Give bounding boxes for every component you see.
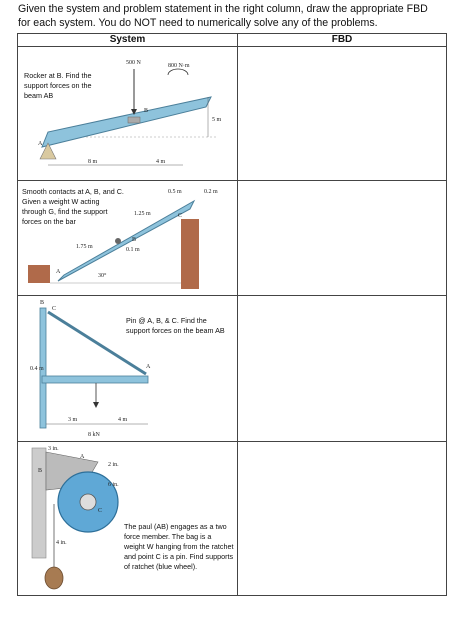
rocker-beam-diagram — [18, 47, 237, 181]
label-d2: 3 m — [68, 417, 78, 423]
fbd-cell-2[interactable] — [238, 181, 447, 296]
label-d1: 0.5 m — [168, 189, 182, 195]
problem-row-4 — [18, 442, 447, 596]
table-header-row — [18, 34, 447, 47]
pin-c — [80, 494, 96, 510]
label-a: A — [80, 454, 85, 460]
label-d2: 2 in. — [108, 462, 119, 468]
label-d3: 1.25 m — [134, 211, 151, 217]
header-fbd: FBD — [238, 34, 447, 47]
label-d1: 0.4 m — [30, 366, 44, 372]
label-span-2: 4 m — [156, 159, 166, 165]
label-d3: 4 m — [118, 417, 128, 423]
label-b: B — [38, 468, 43, 474]
label-d4: 1.75 m — [76, 244, 93, 250]
label-height: 5 m — [212, 117, 222, 123]
weight-point-g — [115, 238, 121, 244]
label-d4: 4 in. — [56, 540, 67, 546]
system-cell-3 — [18, 296, 238, 442]
label-b: B — [144, 108, 149, 114]
fbd-cell-3[interactable] — [238, 296, 447, 442]
load-arrow-icon — [93, 402, 99, 408]
label-span-1: 8 m — [88, 159, 98, 165]
label-moment: 800 N·m — [168, 63, 190, 69]
problem-row-1 — [18, 47, 447, 181]
label-load: 8 kN — [88, 432, 100, 438]
system-cell-1 — [18, 47, 238, 181]
beam-ab — [42, 376, 148, 383]
system-cell-4 — [18, 442, 238, 596]
label-b: B — [132, 237, 137, 243]
wall-mount — [32, 448, 46, 558]
instructions-line-1: Given the system and problem statement in the right column, draw the appropriate FBD — [18, 3, 428, 15]
ratchet-paul-diagram — [18, 442, 237, 598]
instructions-line-2: for each system. You do NOT need to numerically solve any of the problems. — [18, 17, 378, 29]
fbd-cell-4[interactable] — [238, 442, 447, 596]
instructions — [18, 2, 468, 30]
rocker-b — [128, 117, 140, 123]
label-d1: 3 in. — [48, 446, 59, 452]
problem-table — [17, 33, 447, 596]
header-system: System — [18, 34, 238, 47]
problem-row-2 — [18, 181, 447, 296]
label-d3: 6 in. — [108, 482, 119, 488]
wall-left — [28, 265, 50, 283]
moment-arrow-icon — [168, 69, 188, 75]
fbd-cell-1[interactable] — [238, 47, 447, 181]
weight-bag — [45, 567, 63, 589]
label-b: B — [40, 300, 45, 306]
label-c: C — [52, 306, 57, 312]
label-c: C — [178, 213, 183, 219]
label-d5: 0.1 m — [126, 247, 140, 253]
label-a: A — [56, 269, 61, 275]
problem-2-statement: Smooth contacts at A, B, and C. Given a weight W acting through G, find the support forces on the bar — [22, 187, 124, 226]
label-force: 500 N — [126, 60, 141, 66]
label-angle: 30° — [98, 273, 107, 279]
beam-ab — [42, 97, 211, 147]
problem-row-3 — [18, 296, 447, 442]
label-d2: 0.2 m — [204, 189, 218, 195]
label-a: A — [146, 364, 151, 370]
label-a: A — [38, 141, 43, 147]
problem-1-statement: Rocker at B. Find the support forces on the beam AB — [24, 71, 92, 100]
label-c: C — [98, 508, 103, 514]
wall-right — [181, 219, 199, 289]
problem-4-statement: The paul (AB) engages as a two force member. The bag is a weight W hanging from the ratchet and point C is a pin. Find supports of ratchet (blue wheel). — [124, 522, 234, 571]
problem-3-statement: Pin @ A, B, & C. Find the support forces on the beam AB — [126, 316, 225, 335]
system-cell-2 — [18, 181, 238, 296]
